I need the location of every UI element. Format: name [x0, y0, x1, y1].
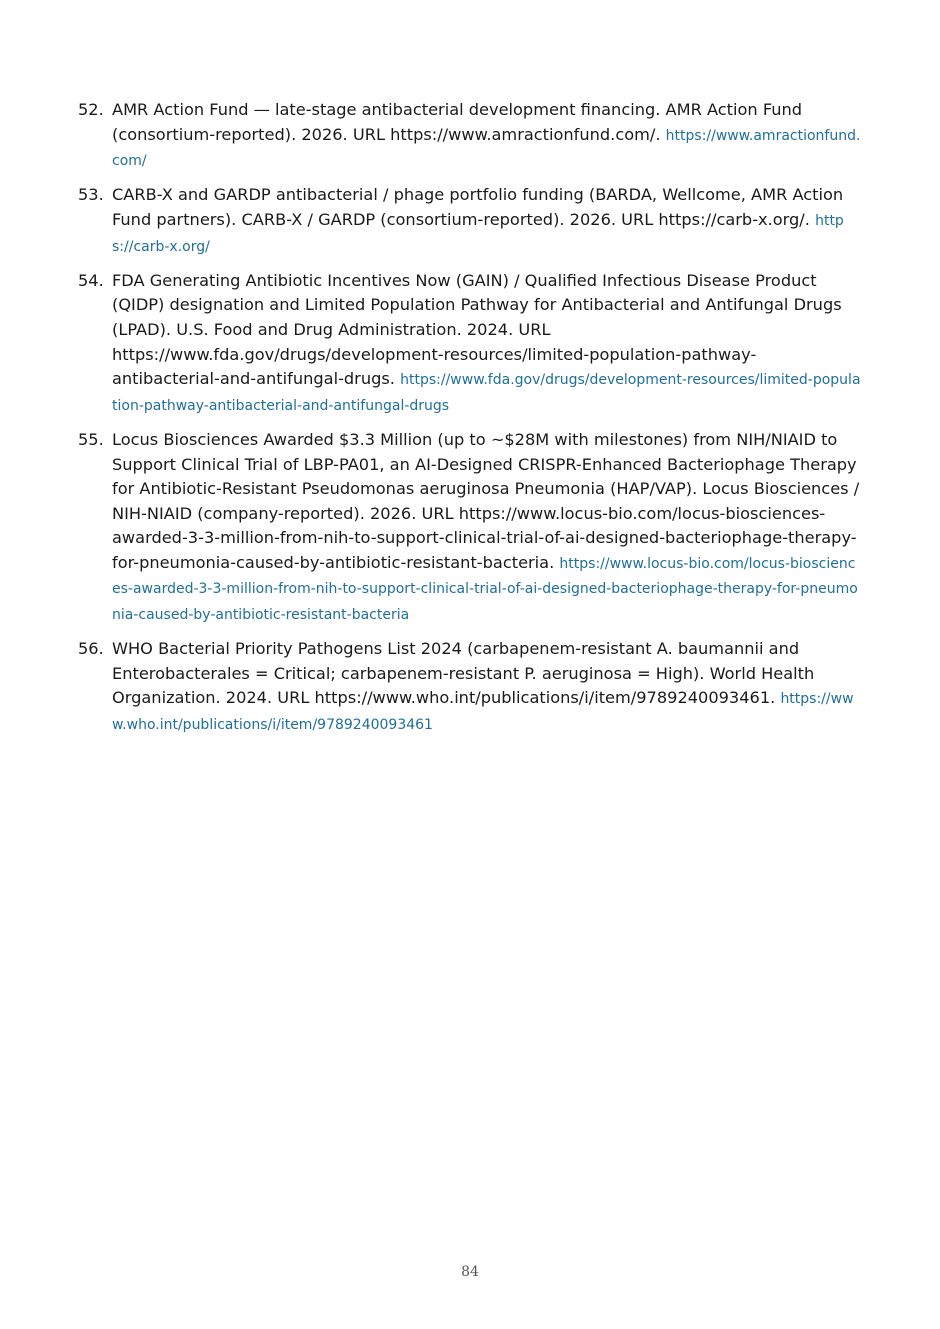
page-number: 84 — [461, 1264, 479, 1280]
reference-text: WHO Bacterial Priority Pathogens List 2024 (carbapenem-resistant A. baumannii and Enterobacterales = Critical; carbapenem-resistant P. aeruginosa = High). World Health Organization. 2024. URL https://www.who.int/publications/i/item/9789240093461. — [112, 639, 815, 708]
reference-item — [78, 637, 862, 737]
reference-text: CARB-X and GARDP antibacterial / phage portfolio funding (BARDA, Wellcome, AMR Action Fund partners). CARB-X / GARDP (consortium-reported). 2026. URL https://carb-x.org/. — [112, 185, 844, 229]
reference-list — [78, 98, 862, 747]
reference-link[interactable]: https://www.who.int/publications/i/item/9789240093461 — [112, 691, 854, 734]
reference-number: 55. — [78, 429, 104, 449]
reference-item — [78, 428, 862, 628]
reference-text: FDA Generating Antibiotic Incentives Now (GAIN) / Qualified Infectious Disease Product (QIDP) designation and Limited Population Pathway for Antibacterial and Antifungal Drugs (LPAD). U.S. Food and Drug Administration. 2024. URL https://www.fda.gov/drugs/development-resources/limited-population-pathway-antibacterial-and-antifungal-drugs. — [112, 270, 842, 389]
reference-number: 54. — [78, 270, 104, 290]
reference-number: 53. — [78, 185, 104, 205]
reference-number: 56. — [78, 639, 104, 659]
reference-link[interactable]: https://www.locus-bio.com/locus-biosciences-awarded-3-3-million-from-nih-to-support-clinical-trial-of-ai-designed-bacteriophage-therapy-for-pneumonia-caused-by-antibiotic-resistant-bacteria — [112, 555, 858, 624]
reference-link[interactable]: https://carb-x.org/ — [112, 212, 844, 255]
reference-link[interactable]: https://www.fda.gov/drugs/development-resources/limited-population-pathway-antibacterial-and-antifungal-drugs — [112, 372, 861, 414]
reference-text: AMR Action Fund — late-stage antibacterial development financing. AMR Action Fund (consortium-reported). 2026. URL https://www.amractionfund.com/. — [112, 100, 803, 144]
reference-link[interactable]: https://www.amractionfund.com/ — [112, 127, 861, 170]
reference-item — [78, 269, 862, 419]
reference-text: Locus Biosciences Awarded $3.3 Million (up to ~$28M with milestones) from NIH/NIAID to Support Clinical Trial of LBP-PA01, an AI-Designed CRISPR-Enhanced Bacteriophage Therapy for Antibiotic-Resistant Pseudomonas aeruginosa Pneumonia (HAP/VAP). Locus Biosciences / NIH-NIAID (company-reported). 2026. URL https://www.locus-bio.com/locus-biosciences-awarded-3-3-million-from-nih-to-support-clinical-trial-of-ai-designed-bacteriophage-therapy-for-pneumonia-caused-by-antibiotic-resistant-bacteria. — [112, 429, 860, 572]
reference-number: 52. — [78, 100, 104, 119]
reference-item — [78, 183, 862, 259]
reference-item — [78, 98, 862, 174]
